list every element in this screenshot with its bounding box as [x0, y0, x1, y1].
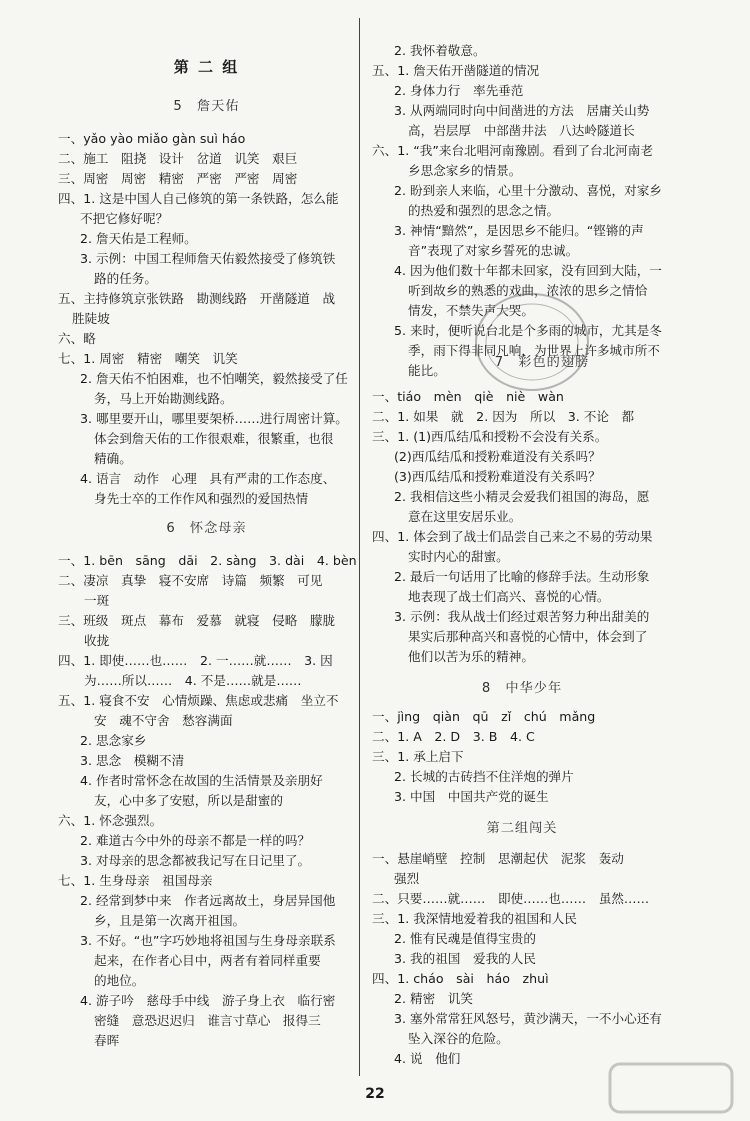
answer-line: 3. 思念 模糊不清	[80, 753, 185, 768]
answer-line: (2)西瓜结瓜和授粉难道没有关系吗？	[394, 449, 601, 464]
answer-line: 路的任务。	[94, 271, 157, 286]
answer-line: 二、1. A 2. D 3. B 4. C	[372, 729, 535, 744]
answer-line: 六、略	[58, 331, 96, 346]
watermark-stamp-icon	[472, 288, 592, 396]
answer-line: 一、jìng qiàn qū zǐ chú mǎng	[372, 709, 596, 724]
answer-line: 三、1. 承上启下	[372, 749, 464, 764]
lesson-title: 5 詹天佑	[173, 99, 240, 114]
answer-line: 2. 经常到梦中来 作者远离故土，身居异国他	[80, 893, 336, 908]
answer-line: 3. 神情“黯然”，是因思乡不能归。“铿锵的声	[394, 223, 644, 238]
answer-line: 务，马上开始勘测线路。	[94, 391, 233, 406]
column-divider	[359, 18, 360, 1076]
answer-line: 2. 詹天佑不怕困难，也不怕嘲笑，毅然接受了任	[80, 371, 348, 386]
answer-line: 乡，且是第一次离开祖国。	[94, 913, 246, 928]
answer-line: 2. 精密 讥笑	[394, 991, 473, 1006]
answer-line: 五、1. 寝食不安 心情烦躁、焦虑或悲痛 坐立不	[58, 693, 339, 708]
answer-line: 2. 长城的古砖挡不住洋炮的弹片	[394, 769, 574, 784]
answer-line: 2. 詹天佑是工程师。	[80, 231, 197, 246]
answer-line: 身先士卒的工作作风和强烈的爱国热情	[94, 491, 309, 506]
answer-line: 3. 不好。“也”字巧妙地将祖国与生身母亲联系	[80, 933, 336, 948]
answer-line: 3. 从两端同时向中间凿进的方法 居庸关山势	[394, 103, 650, 118]
answer-line: 二、凄凉 真挚 寝不安席 诗篇 频繁 可见	[58, 573, 323, 588]
answer-line: 果实后那种高兴和喜悦的心情中，体会到了	[408, 629, 648, 644]
answer-line: 情发，不禁失声大哭。	[408, 303, 534, 318]
page-number: 22	[365, 1086, 385, 1102]
answer-line: 听到故乡的熟悉的戏曲，浓浓的思乡之情恰	[408, 283, 648, 298]
answer-line: 四、1. 即使……也…… 2. 一……就…… 3. 因	[58, 653, 333, 668]
answer-line: 精确。	[94, 451, 132, 466]
answer-line: 强烈	[394, 871, 420, 886]
answer-line: 一、悬崖峭壁 控制 思潮起伏 泥浆 轰动	[372, 851, 624, 866]
answer-line: 2. 惟有民魂是值得宝贵的	[394, 931, 536, 946]
answer-line: 二、1. 如果 就 2. 因为 所以 3. 不论 都	[372, 409, 635, 424]
answer-line: 2. 盼到亲人来临，心里十分激动、喜悦，对家乡	[394, 183, 662, 198]
answer-line: 2. 身体力行 率先垂范	[394, 83, 524, 98]
answer-line: 2. 最后一句话用了比喻的修辞手法。生动形象	[394, 569, 650, 584]
answer-line: 3. 我的祖国 爱我的人民	[394, 951, 536, 966]
answer-line: 2. 难道古今中外的母亲不都是一样的吗？	[80, 833, 311, 848]
answer-line: 4. 说 他们	[394, 1051, 461, 1066]
answer-line: 不把它修好呢？	[80, 211, 169, 226]
answer-line: 3. 哪里要开山，哪里要架桥……进行周密计算。	[80, 411, 348, 426]
answer-line: 七、1. 生身母亲 祖国母亲	[58, 873, 213, 888]
answer-line: 二、施工 阻挠 设计 岔道 讥笑 艰巨	[58, 151, 298, 166]
answer-line: 三、1. (1)西瓜结瓜和授粉不会没有关系。	[372, 429, 608, 444]
answer-line: 的地位。	[94, 973, 145, 988]
answer-line: 4. 语言 动作 心理 具有严肃的工作态度、	[80, 471, 336, 486]
answer-line: 意在这里安居乐业。	[408, 509, 522, 524]
answer-line: 一、1. bēn sāng dāi 2. sàng 3. dài 4. bèn	[58, 553, 357, 568]
answer-line: 3. 示例：中国工程师詹天佑毅然接受了修筑铁	[80, 251, 336, 266]
answer-line: 音”表现了对家乡誓死的忠诚。	[408, 243, 579, 258]
answer-line: 体会到詹天佑的工作很艰难，很繁重，也很	[94, 431, 334, 446]
answer-line: 3. 对母亲的思念都被我记写在日记里了。	[80, 853, 311, 868]
answer-line: 实时内心的甜蜜。	[408, 549, 509, 564]
answer-line: 3. 中国 中国共产党的诞生	[394, 789, 549, 804]
answer-line: 3. 塞外常常狂风怒号，黄沙满天，一不小心还有	[394, 1011, 662, 1026]
answer-line: 三、1. 我深情地爱着我的祖国和人民	[372, 911, 577, 926]
answer-line: 4. 作者时常怀念在故国的生活情景及亲朋好	[80, 773, 323, 788]
answer-line: 三、周密 周密 精密 严密 严密 周密	[58, 171, 298, 186]
answer-line: 2. 思念家乡	[80, 733, 147, 748]
answer-line: 安 魂不守舍 愁容满面	[94, 713, 233, 728]
answer-line: 高，岩层厚 中部凿井法 八达岭隧道长	[408, 123, 635, 138]
group-title: 第 二 组	[173, 58, 240, 76]
answer-line: 四、1. 这是中国人自己修筑的第一条铁路，怎么能	[58, 191, 339, 206]
answer-line: 四、1. 体会到了战士们品尝自己来之不易的劳动果	[372, 529, 653, 544]
lesson-title: 8 中华少年	[481, 681, 563, 696]
answer-line: 四、1. cháo sài háo zhuì	[372, 971, 549, 986]
answer-line: 一、yǎo yào miǎo gàn suì háo	[58, 131, 246, 146]
answer-line: 4. 游子吟 慈母手中线 游子身上衣 临行密	[80, 993, 336, 1008]
answer-line: 4. 因为他们数十年都未回家，没有回到大陆，一	[394, 263, 662, 278]
answer-line: 起来，在作者心目中，两者有着同样重要	[94, 953, 321, 968]
answer-line: 春晖	[94, 1033, 120, 1048]
site-watermark-icon	[606, 1058, 736, 1118]
answer-line: 五、主持修筑京张铁路 勘测线路 开凿隧道 战	[58, 291, 336, 306]
answer-line: 友，心中多了安慰，所以是甜蜜的	[94, 793, 283, 808]
answer-line: (3)西瓜结瓜和授粉难道没有关系吗？	[394, 469, 601, 484]
answer-line: 坠入深谷的危险。	[408, 1031, 509, 1046]
answer-line: 七、1. 周密 精密 嘲笑 讥笑	[58, 351, 238, 366]
answer-line: 3. 示例：我从战士们经过艰苦努力种出甜美的	[394, 609, 650, 624]
answer-line: 季，雨下得非同凡响，为世界上许多城市所不	[408, 343, 660, 358]
lesson-title: 7 彩色的翅膀	[494, 355, 590, 370]
lesson-title: 6 怀念母亲	[166, 521, 247, 536]
answer-line: 三、班级 斑点 幕布 爱慕 就寝 侵略 朦胧	[58, 613, 336, 628]
answer-line: 地表现了战士们高兴、喜悦的心情。	[408, 589, 610, 604]
answer-line: 5. 来时，便听说台北是个多雨的城市，尤其是冬	[394, 323, 662, 338]
answer-line: 六、1. “我”来台北唱河南豫剧。看到了台北河南老	[372, 143, 653, 158]
answer-line: 一、tiáo mèn qiè niè wàn	[372, 389, 564, 404]
answer-line: 乡思念家乡的情景。	[408, 163, 522, 178]
answer-line: 他们以苦为乐的精神。	[408, 649, 534, 664]
answer-line: 胜陡坡	[72, 311, 110, 326]
answer-line: 二、只要……就…… 即使……也…… 虽然……	[372, 891, 650, 906]
answer-line: 五、1. 詹天佑开凿隧道的情况	[372, 63, 540, 78]
answer-line: 密缝 意恐迟迟归 谁言寸草心 报得三	[94, 1013, 321, 1028]
answer-line: 2. 我相信这些小精灵会爱我们祖国的海岛，愿	[394, 489, 650, 504]
answer-line: 的热爱和强烈的思念之情。	[408, 203, 560, 218]
answer-line: 能比。	[408, 363, 446, 378]
answer-line: 一斑	[84, 593, 110, 608]
section-title: 第二组闯关	[486, 821, 558, 836]
answer-line: 收拢	[84, 633, 110, 648]
answer-line: 六、1. 怀念强烈。	[58, 813, 163, 828]
answer-line: 为……所以…… 4. 不是……就是……	[84, 673, 302, 688]
answer-line: 2. 我怀着敬意。	[394, 43, 486, 58]
